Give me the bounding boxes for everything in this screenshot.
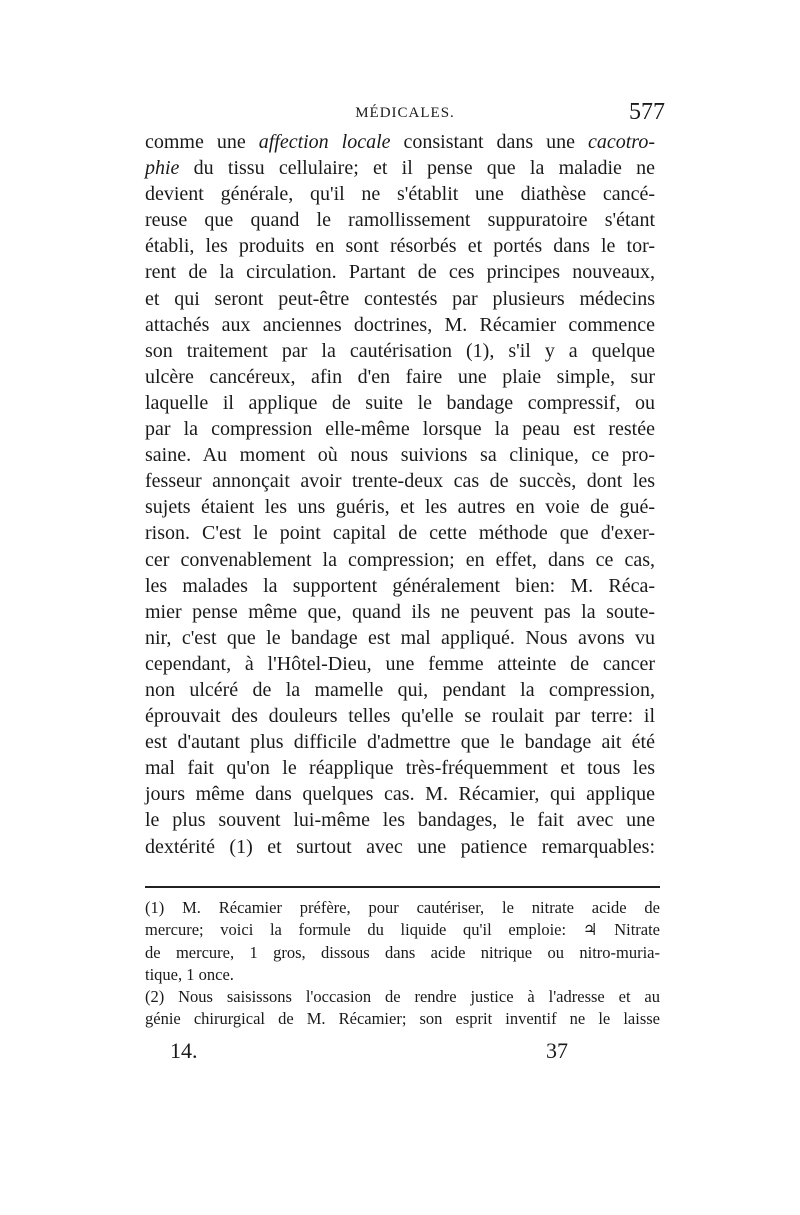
footnote-line: (2) Nous saisissons l'occasion de rendre justice à l'adresse et au [145,987,660,1007]
footnote-line: de mercure, 1 gros, dissous dans acide nitrique ou nitro-muria- [145,942,660,962]
text-line: rison. C'est le point capital de cette méthode que d'exer- [145,522,655,545]
text-line: mal fait qu'on le réapplique très-fréquemment et tous les [145,757,655,780]
text-line: par la compression elle-même lorsque la peau est restée [145,418,655,441]
text-line: fesseur annonçait avoir trente-deux cas de succès, dont les [145,470,655,493]
running-title: MÉDICALES. [355,105,455,121]
text-line: dextérité (1) et surtout avec une patience remarquables: [145,835,655,858]
text-line: et qui seront peut-être contestés par plusieurs médecins [145,287,655,310]
footnote-line: tique, 1 once. [145,964,234,984]
text-line: le plus souvent lui-même les bandages, le fait avec une [145,809,655,832]
text-line: attachés aux anciennes doctrines, M. Récamier commence [145,313,655,336]
text-line: jours même dans quelques cas. M. Récamier, qui applique [145,783,655,806]
text-line: rent de la circulation. Partant de ces principes nouveaux, [145,261,655,284]
text-line: cependant, à l'Hôtel-Dieu, une femme atteinte de cancer [145,652,655,675]
text-line: établi, les produits en sont résorbés et portés dans le tor- [145,235,655,258]
text-line: est d'autant plus difficile d'admettre que le bandage ait été [145,731,655,754]
text-line: laquelle il applique de suite le bandage compressif, ou [145,391,655,414]
signature-page-number: 37 [546,1038,568,1063]
text-line: reuse que quand le ramollissement suppuratoire s'étant [145,209,655,232]
text-line: sujets étaient les uns guéris, et les autres en voie de gué- [145,496,655,519]
signature-mark: 14. [170,1038,198,1063]
footnote-line: génie chirurgical de M. Récamier; son esprit inventif ne le laisse [145,1009,660,1029]
text-line: saine. Au moment où nous suivions sa clinique, ce pro- [145,444,655,467]
footnote-line: mercure; voici la formule du liquide qu'il emploie: ♃ Nitrate [145,920,660,940]
text-line: devient générale, qu'il ne s'établit une diathèse cancé- [145,183,655,206]
text-line: éprouvait des douleurs telles qu'elle se roulait par terre: il [145,705,655,728]
text-line: mier pense même que, quand ils ne peuvent pas la soute- [145,600,655,623]
footnote-rule [145,886,660,888]
text-line: non ulcéré de la mamelle qui, pendant la compression, [145,678,655,701]
text-line: nir, c'est que le bandage est mal appliqué. Nous avons vu [145,626,655,649]
text-line: cer convenablement la compression; en effet, dans ce cas, [145,548,655,571]
text-line: les malades la supportent généralement bien: M. Réca- [145,574,655,597]
footnote-line: (1) M. Récamier préfère, pour cautériser, le nitrate acide de [145,898,660,917]
text-line: son traitement par la cautérisation (1), s'il y a quelque [145,339,655,362]
page-number: 577 [629,99,665,125]
body-text [145,129,655,860]
text-line: ulcère cancéreux, afin d'en faire une plaie simple, sur [145,365,655,388]
text-line: comme une affection locale consistant dans une cacotro- [145,131,655,153]
text-line: phie du tissu cellulaire; et il pense que la maladie ne [145,157,655,180]
footnotes [145,897,660,1031]
